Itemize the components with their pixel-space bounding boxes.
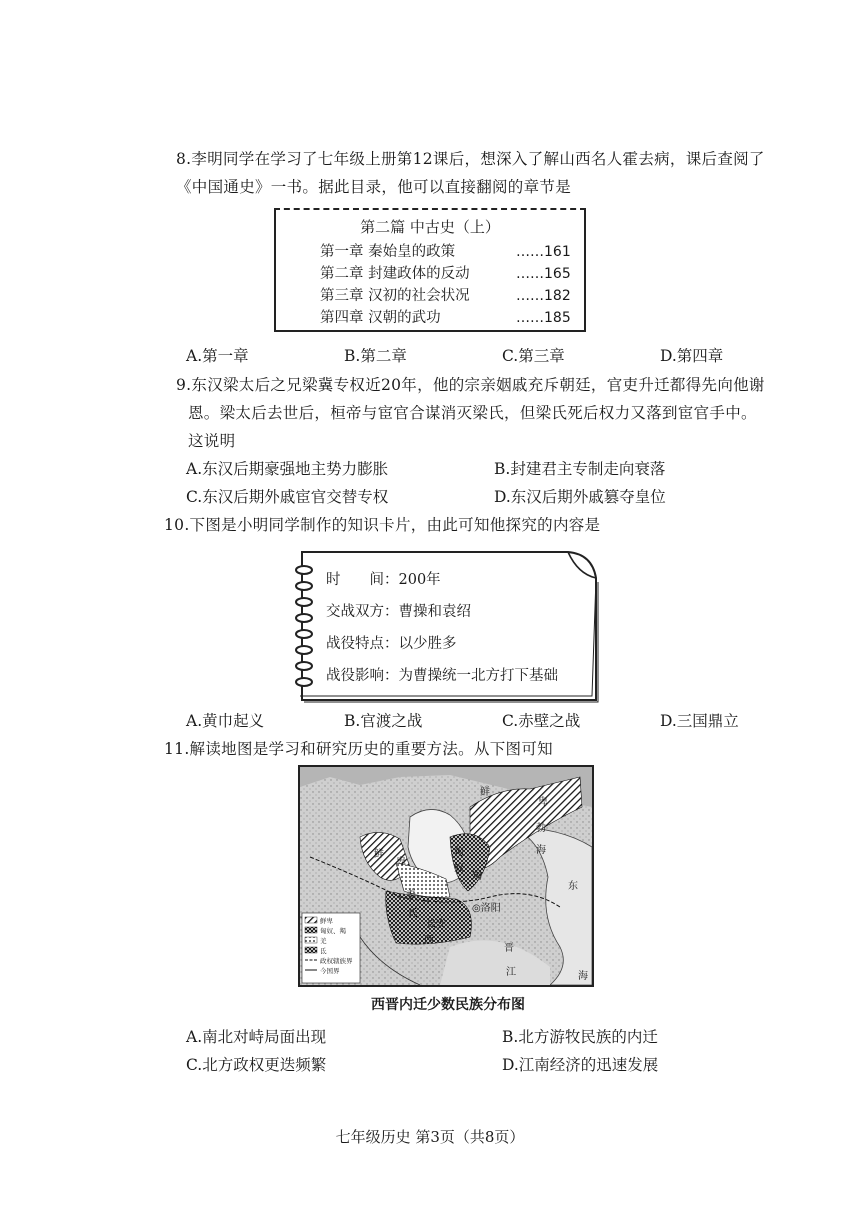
map-label: 长安 bbox=[426, 919, 446, 930]
map-label: 海 bbox=[536, 845, 546, 856]
q11-option-b[interactable]: B.北方游牧民族的内迁 bbox=[502, 1028, 658, 1046]
toc-page: ……185 bbox=[516, 310, 571, 326]
q10-option-d[interactable]: D.三国鼎立 bbox=[660, 712, 739, 730]
map-label: 羌 bbox=[406, 889, 416, 900]
q9-stem-line2: 恩。梁太后去世后，桓帝与宦官合谋消灭梁氏，但梁氏死后权力又落到宦官手中。 bbox=[188, 404, 757, 422]
q10-option-b[interactable]: B.官渡之战 bbox=[344, 712, 423, 730]
legend-item: 政权辖族界 bbox=[320, 957, 353, 965]
card-line-impact: 战役影响：为曹操统一北方打下基础 bbox=[326, 668, 558, 684]
q8-stem-line2: 《中国通史》一书。据此目录，他可以直接翻阅的章节是 bbox=[176, 178, 572, 196]
toc-row bbox=[320, 262, 571, 283]
legend-item: 氐 bbox=[320, 947, 327, 955]
card-line-feature: 战役特点：以少胜多 bbox=[326, 636, 457, 652]
q9-option-c[interactable]: C.东汉后期外戚宦官交替专权 bbox=[186, 488, 389, 506]
q8-option-d[interactable]: D.第四章 bbox=[660, 347, 724, 365]
map-label: 奴 bbox=[454, 863, 464, 874]
map-label: 江 bbox=[506, 967, 516, 978]
map-label: 卑 bbox=[538, 797, 548, 808]
migration-map bbox=[298, 765, 594, 987]
q10-option-c[interactable]: C.赤壁之战 bbox=[502, 712, 581, 730]
toc-chapter: 第四章 汉朝的武功 bbox=[320, 310, 441, 326]
q11-option-a[interactable]: A.南北对峙局面出现 bbox=[186, 1028, 327, 1046]
map-label: 匈 bbox=[454, 847, 464, 858]
toc-row bbox=[320, 240, 571, 261]
map-label: 鲜 bbox=[374, 849, 384, 860]
q8-stem-line1: 8.李明同学在学习了七年级上册第12课后，想深入了解山西名人霍去病，课后查阅了 bbox=[176, 150, 765, 168]
toc-chapter: 第三章 汉初的社会状况 bbox=[320, 288, 470, 304]
map-label: 晋 bbox=[504, 943, 514, 954]
toc-chapter: 第一章 秦始皇的政策 bbox=[320, 244, 456, 260]
toc-box bbox=[274, 208, 586, 332]
map-label: ◎洛阳 bbox=[472, 903, 501, 914]
q10-stem: 10.下图是小明同学制作的知识卡片，由此可知他探究的内容是 bbox=[164, 516, 601, 534]
q11-stem: 11.解读地图是学习和研究历史的重要方法。从下图可知 bbox=[164, 740, 553, 758]
knowledge-card bbox=[292, 548, 600, 704]
map-label: 鲜 bbox=[480, 787, 490, 798]
q9-option-d[interactable]: D.东汉后期外戚篡夺皇位 bbox=[494, 488, 666, 506]
legend-item: 今国界 bbox=[320, 967, 340, 975]
q8-option-a[interactable]: A.第一章 bbox=[186, 347, 249, 365]
map-label: 西 bbox=[424, 935, 434, 946]
toc-row bbox=[320, 284, 571, 305]
map-caption: 西晋内迁少数民族分布图 bbox=[371, 997, 525, 1013]
toc-row bbox=[320, 306, 571, 327]
q8-option-b[interactable]: B.第二章 bbox=[344, 347, 407, 365]
legend-item: 鲜卑 bbox=[320, 917, 333, 925]
card-line-sides: 交战双方：曹操和袁绍 bbox=[326, 604, 471, 620]
q10-option-a[interactable]: A.黄巾起义 bbox=[186, 712, 265, 730]
toc-page: ……165 bbox=[516, 266, 571, 282]
q9-option-b[interactable]: B.封建君主专制走向衰落 bbox=[494, 460, 666, 478]
toc-page: ……182 bbox=[516, 288, 571, 304]
toc-title: 第二篇 中古史（上） bbox=[360, 218, 500, 236]
card-line-time: 时 间：200年 bbox=[326, 572, 441, 588]
q11-option-d[interactable]: D.江南经济的迅速发展 bbox=[502, 1056, 659, 1074]
map-label: 羯 bbox=[472, 871, 482, 882]
q9-stem-line1: 9.东汉梁太后之兄梁冀专权近20年，他的宗亲姻戚充斥朝廷，官吏升迁都得先向他谢 bbox=[176, 376, 765, 394]
map-label: 卑 bbox=[396, 857, 406, 868]
page-footer: 七年级历史 第3页（共8页） bbox=[335, 1128, 525, 1146]
map-figure bbox=[300, 767, 592, 985]
q8-option-c[interactable]: C.第三章 bbox=[502, 347, 565, 365]
toc-chapter: 第二章 封建政体的反动 bbox=[320, 266, 470, 282]
q11-option-c[interactable]: C.北方政权更迭频繁 bbox=[186, 1056, 327, 1074]
map-label: 勃 bbox=[536, 823, 546, 834]
map-label: 氐 bbox=[408, 909, 418, 920]
map-label: 海 bbox=[578, 971, 588, 982]
toc-page: ……161 bbox=[516, 244, 571, 260]
q9-option-a[interactable]: A.东汉后期豪强地主势力膨胀 bbox=[186, 460, 389, 478]
map-label: 东 bbox=[568, 881, 578, 892]
legend-item: 匈奴、羯 bbox=[320, 927, 346, 935]
legend-item: 羌 bbox=[320, 937, 327, 945]
q9-stem-line3: 这说明 bbox=[188, 432, 236, 450]
